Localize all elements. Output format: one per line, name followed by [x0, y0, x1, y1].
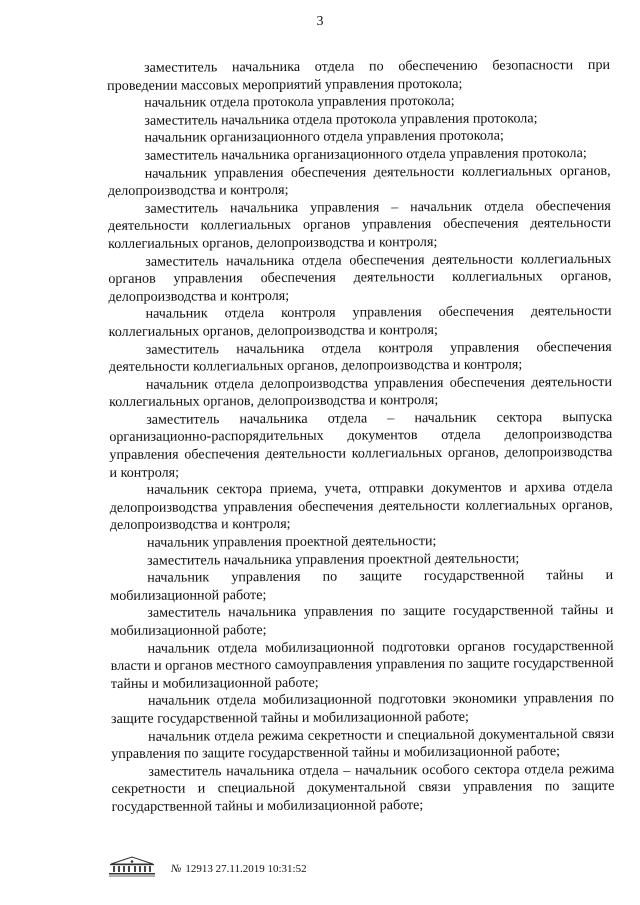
paragraph: заместитель начальника управления проектной деятельности; — [147, 550, 520, 569]
paragraph: заместитель начальника отдела – начальник особого сектора отдела режима секретности и специальной документальной связи управления по защите государственной тайны и мобилизационной работе; — [111, 760, 615, 815]
registration-footer — [107, 855, 307, 877]
paragraph: начальник управления проектной деятельности; — [146, 533, 437, 551]
number-sign: № — [171, 863, 182, 875]
registration-stamp — [171, 863, 307, 875]
paragraph: заместитель начальника отдела – начальник сектора выпуска организационно-распорядительных документов отдела делопроизводства управления обеспечения деятельности коллегиальных органов, делопроизводства и контроля; — [109, 408, 613, 481]
paragraph: заместитель начальника отдела по обеспечению безопасности при проведении массовых мероприятий управления протокола; — [107, 56, 611, 94]
paragraph: заместитель начальника управления по защите государственной тайны и мобилизационной работе; — [110, 602, 614, 639]
registration-number: 12913 27.11.2019 10:31:52 — [185, 863, 307, 875]
paragraph: заместитель начальника управления – начальник отдела обеспечения деятельности коллегиальных органов управления обеспечения деятельности коллегиальных органов, делопроизводства и контроля; — [107, 197, 612, 252]
paragraph: начальник управления по защите государственной тайны и мобилизационной работе; — [110, 567, 614, 604]
paragraph: начальник отдела контроля управления обеспечения деятельности коллегиальных органов, делопроизводства и контроля; — [108, 303, 612, 340]
paragraph: заместитель начальника отдела обеспечения деятельности коллегиальных органов управления обеспечения деятельности коллегиальных органов, делопроизводства и контроля; — [108, 250, 612, 305]
paragraph: начальник отдела делопроизводства управления обеспечения деятельности коллегиальных органов, делопроизводства и контроля; — [109, 373, 613, 411]
paragraph: начальник отдела протокола управления протокола; — [144, 93, 455, 111]
paragraph: заместитель начальника организационного отдела управления протокола; — [144, 145, 587, 164]
paragraph: заместитель начальника отдела протокола управления протокола; — [144, 110, 538, 129]
paragraph: начальник сектора приема, учета, отправки документов и архива отдела делопроизводства управления обеспечения деятельности коллегиальных органов, делопроизводства и контроля; — [109, 479, 613, 534]
paragraph: начальник организационного отдела управления протокола; — [144, 127, 504, 147]
paragraph: начальник управления обеспечения деятельности коллегиальных органов, делопроизводства и контроля; — [107, 162, 611, 200]
page-number: 3 — [316, 14, 324, 29]
paragraph: начальник отдела мобилизационной подготовки экономики управления по защите государственной тайны и мобилизационной работе; — [110, 690, 614, 727]
paragraph: начальник отдела режима секретности и специальной документальной связи управления по защите государственной тайны и мобилизационной работе; — [111, 725, 615, 763]
paragraph: заместитель начальника отдела контроля управления обеспечения деятельности коллегиальных органов, делопроизводства и контроля; — [108, 338, 612, 376]
paragraph: начальник отдела мобилизационной подготовки органов государственной власти и органов местного самоуправления управления по защите государственной тайны и мобилизационной работе; — [110, 637, 614, 692]
government-building-stamp-icon — [107, 855, 157, 877]
document-body — [107, 57, 615, 817]
